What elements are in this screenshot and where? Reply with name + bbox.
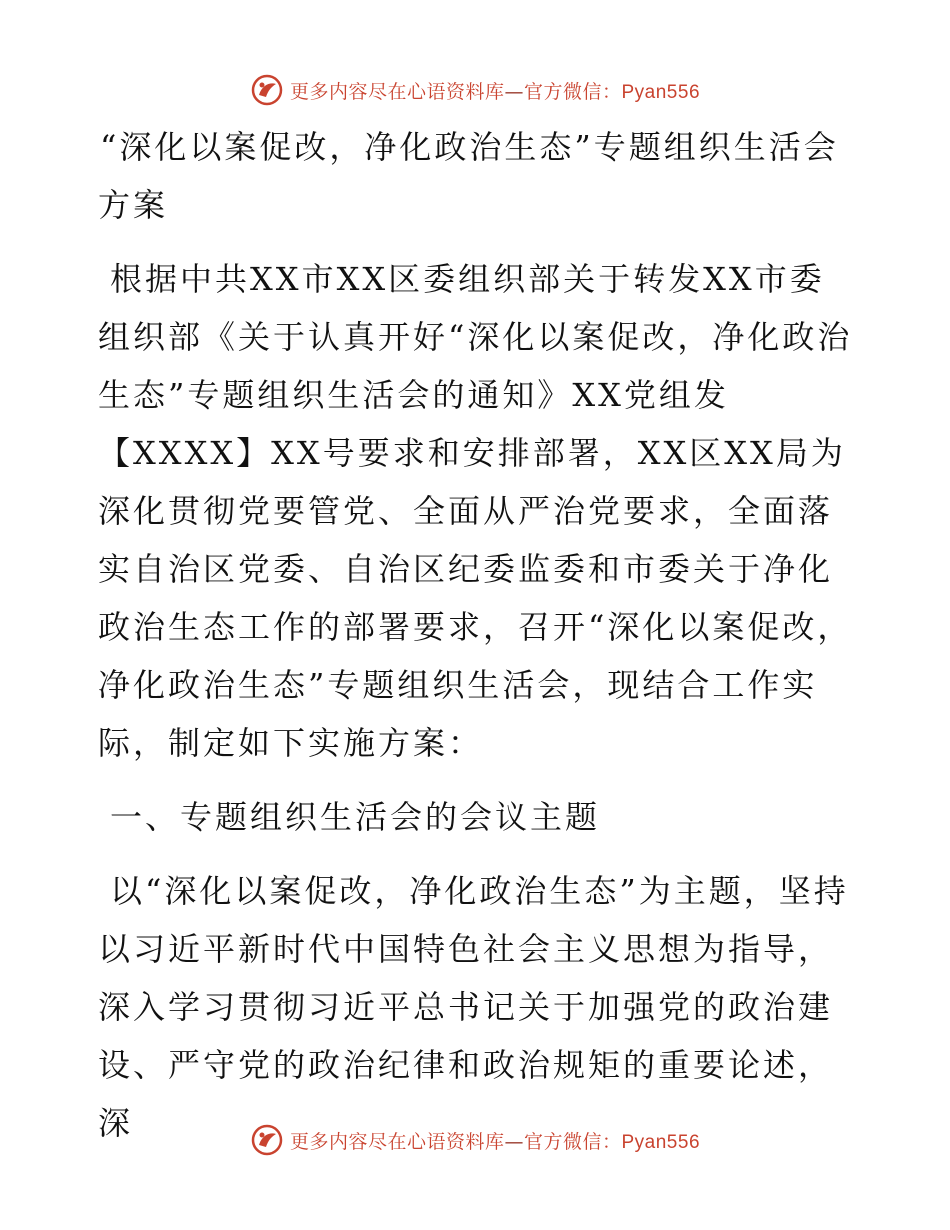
watermark-wechat-id: Pyan556 — [621, 1131, 701, 1153]
watermark-official-label: 官方微信： — [523, 1130, 622, 1153]
watermark-library-text: 更多内容尽在心语资料库 — [289, 1130, 505, 1153]
watermark-separator: — — [504, 80, 524, 103]
watermark-text — [290, 77, 700, 104]
footer-watermark-banner — [0, 1118, 950, 1162]
section-1-paragraph: 以“深化以案促改，净化政治生态”为主题，坚持以习近平新时代中国特色社会主义思想为指导，深入学习贯彻习近平总书记关于加强党的政治建设、严守党的政治纪律和政治规矩的重要论述，深 — [98, 872, 849, 1142]
watermark-library-text: 更多内容尽在心语资料库 — [289, 80, 505, 103]
watermark-wechat-id: Pyan556 — [621, 81, 701, 103]
header-watermark-banner — [0, 68, 950, 112]
document-page — [98, 118, 858, 1152]
intro-paragraph: 根据中共XX市XX区委组织部关于转发XX市委组织部《关于认真开好“深化以案促改，净化政治生态”专题组织生活会的通知》XX党组发【XXXX】XX号要求和安排部署，XX区XX局为深化贯彻党要管党、全面从严治党要求，全面落实自治区党委、自治区纪委监委和市委关于净化政治生态工作的部署要求，召开“深化以案促改，净化政治生态”专题组织生活会，现结合工作实际，制定如下实施方案： — [98, 260, 853, 762]
document-title: “深化以案促改，净化政治生态”专题组织生活会方案 — [98, 128, 839, 224]
watermark-text — [290, 1127, 700, 1154]
library-logo-icon — [250, 1123, 284, 1157]
section-1-heading: 一、专题组织生活会的会议主题 — [110, 798, 601, 836]
watermark-official-label: 官方微信： — [523, 80, 622, 103]
library-logo-icon — [250, 73, 284, 107]
watermark-separator: — — [504, 1130, 524, 1153]
